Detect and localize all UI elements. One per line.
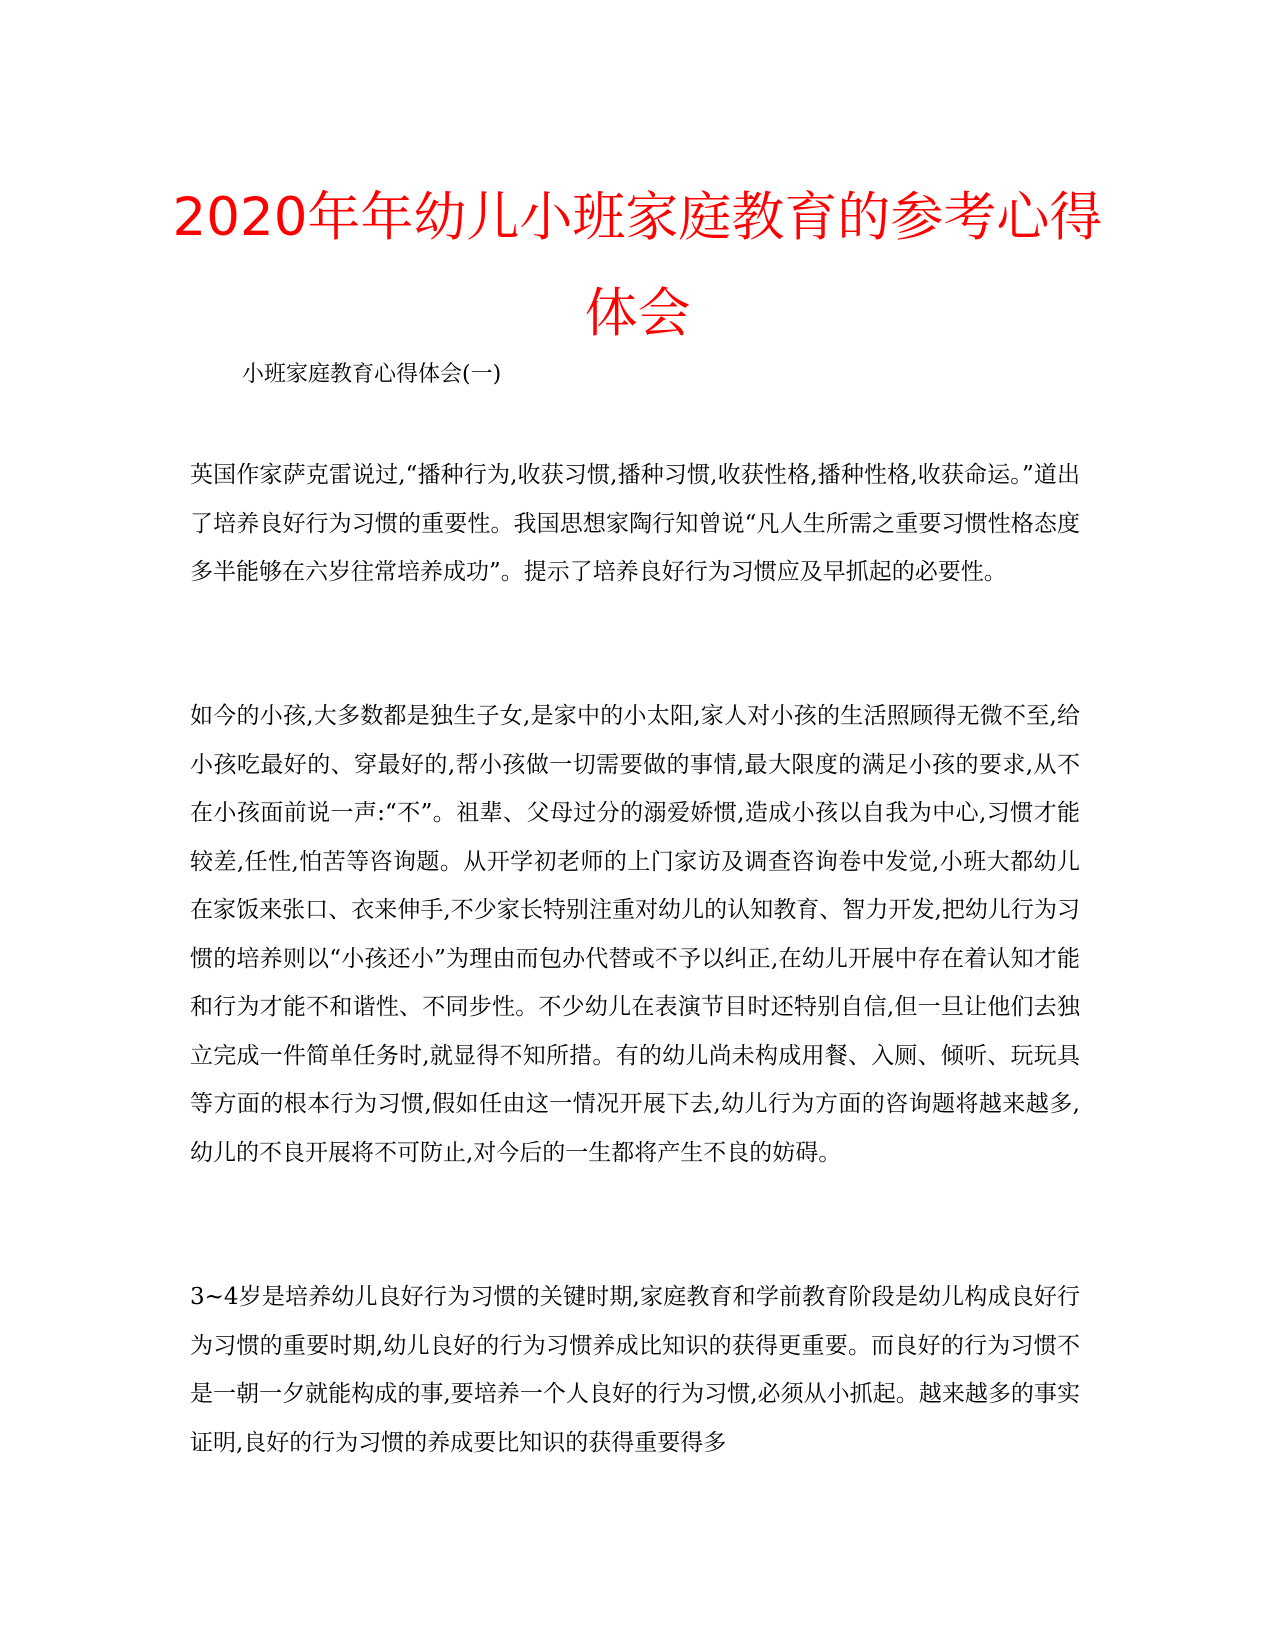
paragraph-3: 3~4岁是培养幼儿良好行为习惯的关键时期,家庭教育和学前教育阶段是幼儿构成良好行为习惯的重要时期,幼儿良好的行为习惯养成比知识的获得更重要。而良好的行为习惯不是一朝一夕就能构成的事,要培养一个人良好的行为习惯,必须从小抓起。越来越多的事实证明,良好的行为习惯的养成要比知识的获得重要得多 — [190, 1284, 1080, 1456]
paragraph-1: 英国作家萨克雷说过,“播种行为,收获习惯,播种习惯,收获性格,播种性格,收获命运。”道出了培养良好行为习惯的重要性。我国思想家陶行知曾说“凡人生所需之重要习惯性格态度多半能够在六岁往常培养成功”。提示了培养良好行为习惯应及早抓起的必要性。 — [190, 462, 1080, 585]
section-heading: 小班家庭教育心得体会(一) — [242, 362, 502, 387]
document-title: 2020年年幼儿小班家庭教育的参考心得体会 — [172, 187, 1103, 344]
paragraph-2: 如今的小孩,大多数都是独生子女,是家中的小太阳,家人对小孩的生活照顾得无微不至,给小孩吃最好的、穿最好的,帮小孩做一切需要做的事情,最大限度的满足小孩的要求,从不在小孩面前说一声:“不”。祖辈、父母过分的溺爱娇惯,造成小孩以自我为中心,习惯才能较差,任性,怕苦等咨询题。从开学初老师的上门家访及调查咨询卷中发觉,小班大都幼儿在家饭来张口、衣来伸手,不少家长特别注重对幼儿的认知教育、智力开发,把幼儿行为习惯的培养则以“小孩还小”为理由而包办代替或不予以纠正,在幼儿开展中存在着认知才能和行为才能不和谐性、不同步性。不少幼儿在表演节目时还特别自信,但一旦让他们去独立完成一件简单任务时,就显得不知所措。有的幼儿尚未构成用餐、入厕、倾听、玩玩具等方面的根本行为习惯,假如任由这一情况开展下去,幼儿行为方面的咨询题将越来越多,幼儿的不良开展将不可防止,对今后的一生都将产生不良的妨碍。 — [190, 703, 1080, 1166]
